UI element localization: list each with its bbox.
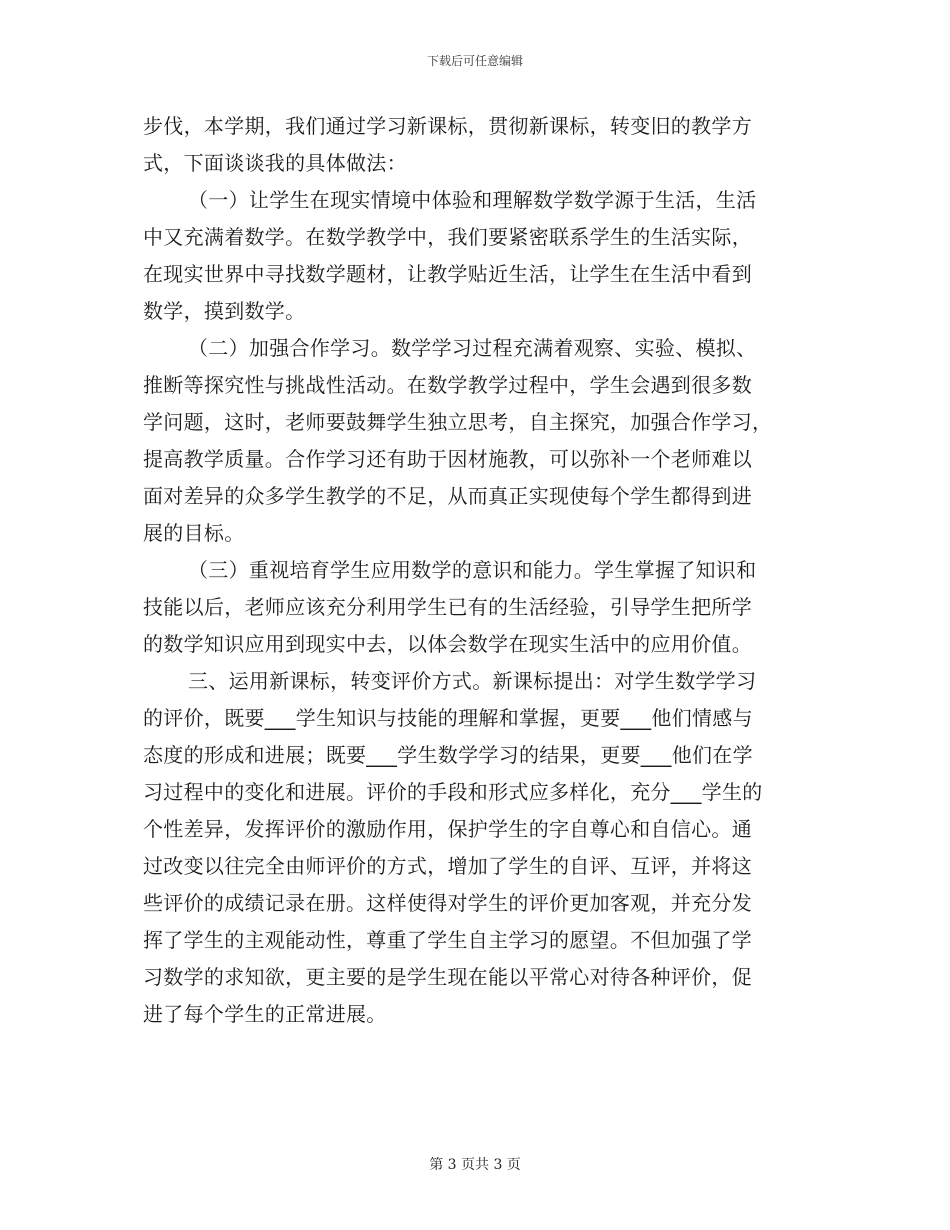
text-line: 中又充满着数学。在数学教学中，我们要紧密联系学生的生活实际， xyxy=(143,225,752,249)
text-line: 提高教学质量。合作学习还有助于因材施教，可以弥补一个老师难以 xyxy=(143,447,752,471)
document-body xyxy=(143,108,810,1033)
text-line: 数学，摸到数学。 xyxy=(143,299,306,323)
text-line: 步伐，本学期，我们通过学习新课标，贯彻新课标，转变旧的教学方 xyxy=(143,114,752,138)
text-line: 推断等探究性与挑战性活动。在数学教学过程中，学生会遇到很多数 xyxy=(143,373,752,397)
text-line: 在现实世界中寻找数学题材，让教学贴近生活，让学生在生活中看到 xyxy=(143,262,752,286)
text-line: 的评价，既要___学生知识与技能的理解和掌握，更要___他们情感与 xyxy=(143,706,753,730)
page-footer: 第 3 页共 3 页 xyxy=(429,1157,521,1173)
text-line: 的数学知识应用到现实中去，以体会数学在现实生活中的应用价值。 xyxy=(143,632,752,656)
paragraph-3-start: （三）重视培育学生应用数学的意识和能力。学生掌握了知识和 xyxy=(188,558,757,582)
text-line: 展的目标。 xyxy=(143,521,245,545)
paragraph-2-start: （二）加强合作学习。数学学习过程充满着观察、实验、模拟、 xyxy=(188,336,757,360)
text-line: 态度的形成和进展；既要___学生数学学习的结果，更要___他们在学 xyxy=(143,743,753,767)
text-line: 个性差异，发挥评价的激励作用，保护学生的字自尊心和自信心。通 xyxy=(143,817,752,841)
paragraph-1-start: （一）让学生在现实情境中体验和理解数学数学源于生活，生活 xyxy=(188,188,757,212)
page-header: 下载后可任意编辑 xyxy=(426,54,523,68)
text-line: 学问题，这时，老师要鼓舞学生独立思考，自主探究，加强合作学习， xyxy=(143,410,773,434)
text-line: 挥了学生的主观能动性，尊重了学生自主学习的愿望。不但加强了学 xyxy=(143,928,752,952)
text-line: 些评价的成绩记录在册。这样使得对学生的评价更加客观，并充分发 xyxy=(143,891,752,915)
text-line: 习过程中的变化和进展。评价的手段和形式应多样化，充分___学生的 xyxy=(143,780,763,804)
text-line: 面对差异的众多学生教学的不足，从而真正实现使每个学生都得到进 xyxy=(143,484,752,508)
text-line: 技能以后，老师应该充分利用学生已有的生活经验，引导学生把所学 xyxy=(143,595,752,619)
text-line: 过改变以往完全由师评价的方式，增加了学生的自评、互评，并将这 xyxy=(143,854,752,878)
text-line: 式，下面谈谈我的具体做法： xyxy=(143,151,407,175)
text-line: 进了每个学生的正常进展。 xyxy=(143,1002,387,1026)
section-three-start: 三、运用新课标，转变评价方式。新课标提出：对学生数学学习 xyxy=(188,669,757,693)
text-line: 习数学的求知欲，更主要的是学生现在能以平常心对待各种评价，促 xyxy=(143,965,752,989)
